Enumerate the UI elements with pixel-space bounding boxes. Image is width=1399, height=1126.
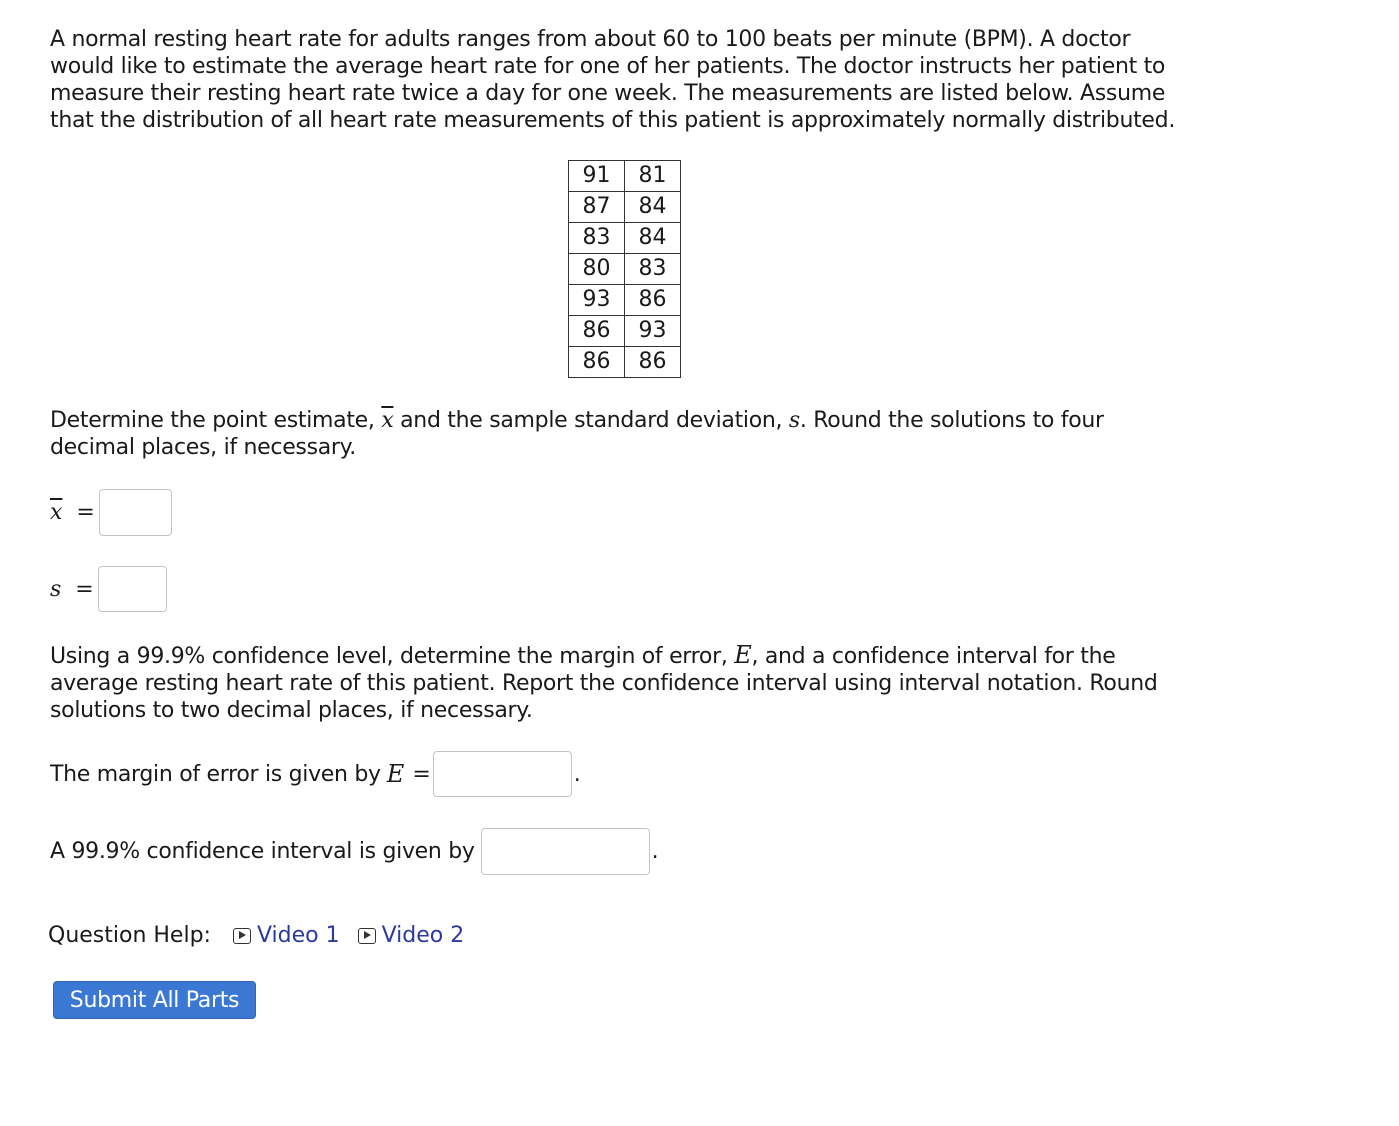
table-row	[569, 316, 681, 347]
table-row	[569, 347, 681, 378]
table-cell: 86	[569, 347, 625, 378]
question-help-label: Question Help:	[48, 923, 211, 948]
table-row	[569, 223, 681, 254]
table-cell: 93	[625, 316, 681, 347]
part2-text-b: , and a confidence interval for the average resting heart rate of this patient. Report the confidence interval using interval notation. Round solutions to two decimal places, if necessary.	[50, 644, 1158, 723]
ci-answer-row	[50, 828, 658, 875]
E-symbol: E	[734, 641, 752, 669]
xbar-label: $\overline{x}$	[50, 500, 63, 525]
table-row	[569, 161, 681, 192]
xbar-symbol: $\overline{x}$	[381, 408, 394, 433]
margin-E-symbol: E	[386, 760, 405, 788]
table-cell: 86	[625, 347, 681, 378]
play-icon	[358, 928, 376, 944]
table-cell: 87	[569, 192, 625, 223]
table-cell: 86	[569, 316, 625, 347]
table-cell: 80	[569, 254, 625, 285]
question-help	[48, 923, 464, 948]
video-2-label: Video 2	[381, 923, 465, 948]
table-cell: 93	[569, 285, 625, 316]
part1-text-b: and the sample standard deviation,	[393, 408, 789, 433]
s-symbol: s	[788, 408, 800, 433]
table-row	[569, 192, 681, 223]
part2-text-a: Using a 99.9% confidence level, determine the margin of error,	[50, 644, 735, 669]
margin-label: The margin of error is given by	[50, 761, 381, 787]
part1-instructions	[50, 407, 1180, 461]
equals-sign: =	[75, 576, 94, 602]
xbar-answer-row	[50, 489, 172, 536]
equals-sign: =	[412, 761, 431, 787]
table-cell: 83	[625, 254, 681, 285]
video-2-link[interactable]	[358, 923, 465, 948]
period: .	[573, 761, 581, 787]
xbar-input[interactable]	[99, 489, 172, 536]
table-row	[569, 254, 681, 285]
video-1-label: Video 1	[256, 923, 340, 948]
table-row	[569, 285, 681, 316]
problem-intro: A normal resting heart rate for adults ranges from about 60 to 100 beats per minute (BPM). A doctor would like to estimate the average heart rate for one of her patients. The doctor instructs her patient to measure their resting heart rate twice a day for one week. The measurements are listed below. Assume that the distribution of all heart rate measurements of this patient is approximately normally distributed.	[50, 27, 1176, 133]
part2-instructions	[50, 642, 1180, 724]
margin-answer-row	[50, 751, 580, 797]
table-cell: 86	[625, 285, 681, 316]
table-cell: 81	[625, 161, 681, 192]
part1-text-c: . Round the solutions to four decimal places, if necessary.	[50, 408, 1104, 460]
table-cell: 91	[569, 161, 625, 192]
part1-text-a: Determine the point estimate,	[50, 408, 382, 433]
equals-sign: =	[76, 500, 95, 525]
period: .	[651, 839, 659, 864]
table-cell: 84	[625, 223, 681, 254]
ci-label: A 99.9% confidence interval is given by	[50, 839, 475, 864]
heart-rate-table	[568, 160, 681, 378]
submit-all-parts-button[interactable]: Submit All Parts	[53, 981, 256, 1019]
s-label: s	[50, 576, 62, 602]
s-input[interactable]	[98, 566, 167, 612]
table-cell: 83	[569, 223, 625, 254]
play-icon	[233, 928, 251, 944]
video-1-link[interactable]	[233, 923, 340, 948]
s-answer-row	[50, 566, 167, 612]
confidence-interval-input[interactable]	[481, 828, 650, 875]
margin-of-error-input[interactable]	[433, 751, 572, 797]
table-cell: 84	[625, 192, 681, 223]
